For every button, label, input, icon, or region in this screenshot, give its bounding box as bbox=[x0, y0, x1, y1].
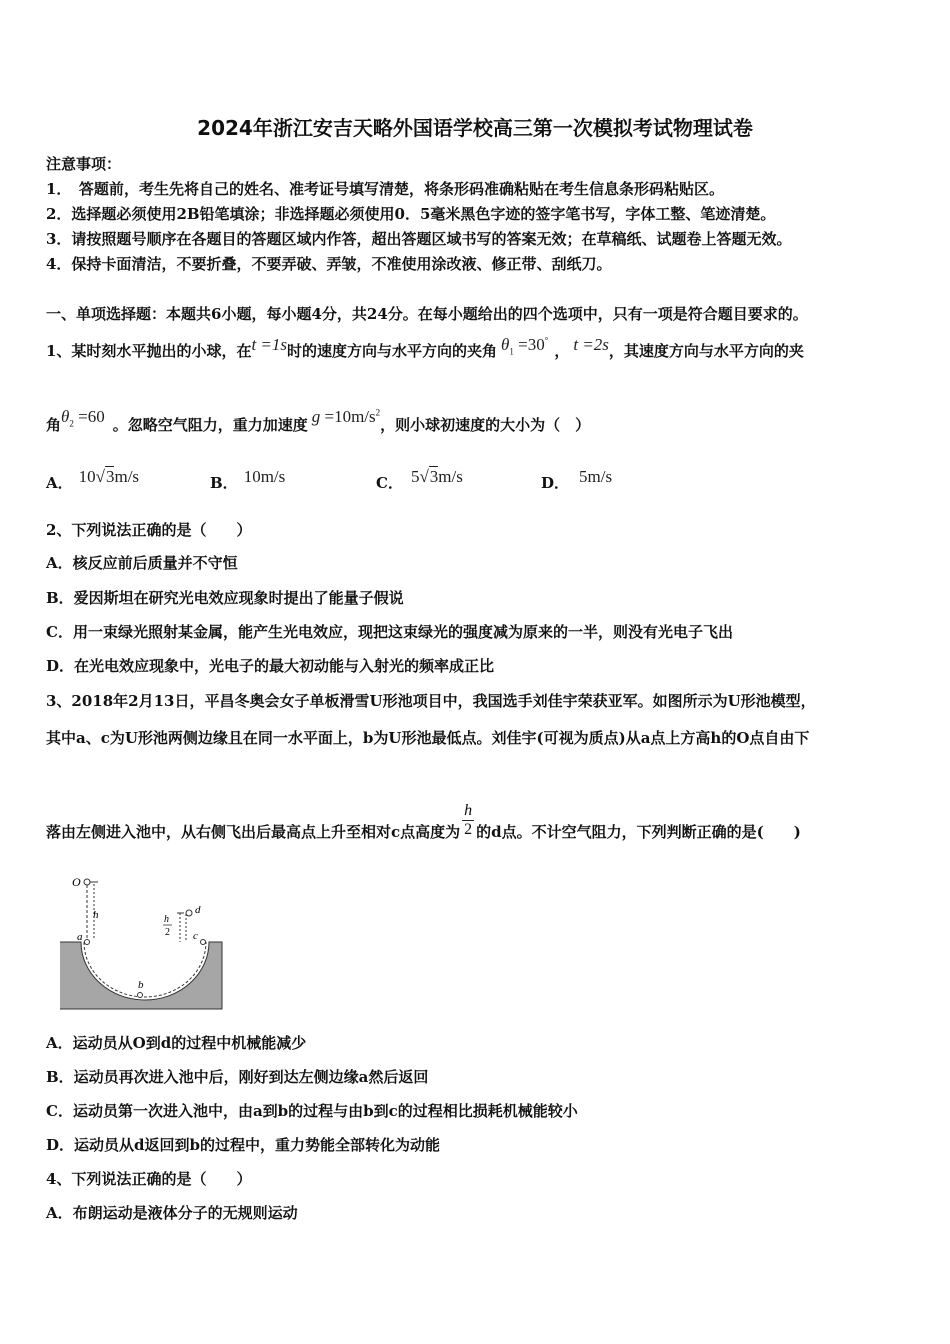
point-o-marker bbox=[84, 879, 90, 885]
point-b-marker bbox=[138, 993, 143, 998]
q1-text: 角 bbox=[46, 416, 62, 434]
notice-item: 3．请按照题号顺序在各题目的答题区域内作答，超出答题区域书写的答案无效；在草稿纸、试题卷上答题无效。 bbox=[46, 230, 792, 248]
label-h: h bbox=[93, 909, 99, 921]
pool-block bbox=[60, 942, 222, 1009]
q3-option-c[interactable]: C．运动员第一次进入池中，由a到b的过程与由b到c的过程相比损耗机械能较小 bbox=[46, 1102, 578, 1120]
u-pool-figure bbox=[60, 870, 240, 1015]
q1-theta2-math: $\theta_2 =60$ bbox=[61, 407, 105, 429]
notice-item: 2．选择题必须使用2B铅笔填涂；非选择题必须使用0．5毫米黑色字迹的签字笔书写，字体工整、笔迹清楚。 bbox=[46, 205, 776, 223]
label-b: b bbox=[138, 979, 144, 991]
q1-text: ， bbox=[554, 342, 570, 360]
label-half-num: h bbox=[164, 914, 169, 925]
q1-option-a[interactable]: A． 10√3m/s bbox=[46, 467, 140, 492]
q1-text: ，其速度方向与水平方向的夹 bbox=[608, 342, 804, 360]
q1-text: 。忽略空气阻力，重力加速度 bbox=[112, 416, 308, 434]
question-1-line-1 bbox=[46, 335, 804, 362]
q1-t2-math: t =2s bbox=[573, 335, 609, 354]
q4-option-a[interactable]: A．布朗运动是液体分子的无规则运动 bbox=[46, 1204, 298, 1222]
q2-option-c[interactable]: C．用一束绿光照射某金属，能产生光电效应，现把这束绿光的强度减为原来的一半，则没有光电子飞出 bbox=[46, 623, 733, 641]
q3-fraction: $\frac{h}{2}$ bbox=[464, 802, 473, 838]
page-title: 2024年浙江安吉天略外国语学校高三第一次模拟考试物理试卷 bbox=[197, 116, 753, 140]
q1-g-math: $g =10m/s^2$ bbox=[311, 407, 381, 426]
label-c: c bbox=[193, 930, 198, 942]
q3-text: 的d点。不计空气阻力，下列判断正确的是( ) bbox=[476, 822, 801, 841]
notice-item: 1． 答题前，考生先将自己的姓名、准考证号填写清楚，将条形码准确粘贴在考生信息条形码粘贴区。 bbox=[46, 180, 724, 198]
q2-option-d[interactable]: D．在光电效应现象中，光电子的最大初动能与入射光的频率成正比 bbox=[46, 657, 495, 675]
point-d-marker bbox=[186, 910, 192, 916]
q1-text: ，则小球初速度的大小为（ ） bbox=[380, 416, 591, 434]
q3-text: 落由左侧进入池中，从右侧飞出后最高点上升至相对c点高度为 bbox=[46, 822, 461, 841]
section-heading: 一、单项选择题：本题共6小题，每小题4分，共24分。在每小题给出的四个选项中，只有一项是符合题目要求的。 bbox=[46, 305, 808, 323]
q3-option-a[interactable]: A．运动员从O到d的过程中机械能减少 bbox=[46, 1034, 307, 1052]
q2-option-b[interactable]: B．爱因斯坦在研究光电效应现象时提出了能量子假说 bbox=[46, 589, 404, 607]
label-o: O bbox=[72, 875, 81, 889]
question-3-line-1: 3、2018年2月13日，平昌冬奥会女子单板滑雪U形池项目中，我国选手刘佳宇荣获亚军。如图所示为U形池模型， bbox=[46, 692, 816, 710]
q1-t1-math: t =1s bbox=[251, 335, 288, 354]
point-c-marker bbox=[201, 940, 206, 945]
notice-heading: 注意事项： bbox=[46, 155, 122, 173]
point-a-marker bbox=[85, 940, 90, 945]
q1-text: 1、某时刻水平抛出的小球，在 bbox=[46, 342, 252, 360]
question-2-stem: 2、下列说法正确的是（ ） bbox=[46, 521, 252, 539]
q1-theta1-math: $\theta_1 =30^\circ$ bbox=[501, 335, 549, 357]
question-4-stem: 4、下列说法正确的是（ ） bbox=[46, 1170, 252, 1188]
question-3-line-3 bbox=[46, 802, 801, 839]
q2-option-a[interactable]: A．核反应前后质量并不守恒 bbox=[46, 554, 238, 572]
q3-option-b[interactable]: B．运动员再次进入池中后，刚好到达左侧边缘a然后返回 bbox=[46, 1068, 429, 1086]
q1-option-b[interactable]: B． 10m/s bbox=[210, 467, 286, 492]
notice-item: 4．保持卡面清洁，不要折叠，不要弄破、弄皱，不准使用涂改液、修正带、刮纸刀。 bbox=[46, 255, 612, 273]
q1-option-c[interactable]: C． 5√3m/s bbox=[376, 467, 463, 492]
question-1-line-2 bbox=[46, 407, 591, 436]
question-3-line-2: 其中a、c为U形池两侧边缘且在同一水平面上，b为U形池最低点。刘佳宇(可视为质点)从a点上方高h的O点自由下 bbox=[46, 729, 810, 747]
q3-option-d[interactable]: D．运动员从d返回到b的过程中，重力势能全部转化为动能 bbox=[46, 1136, 440, 1154]
label-d: d bbox=[195, 904, 201, 916]
label-a: a bbox=[77, 931, 83, 943]
label-half-den: 2 bbox=[165, 927, 170, 938]
q1-text: 时的速度方向与水平方向的夹角 bbox=[287, 342, 498, 360]
q1-option-d[interactable]: D． 5m/s bbox=[541, 467, 613, 492]
